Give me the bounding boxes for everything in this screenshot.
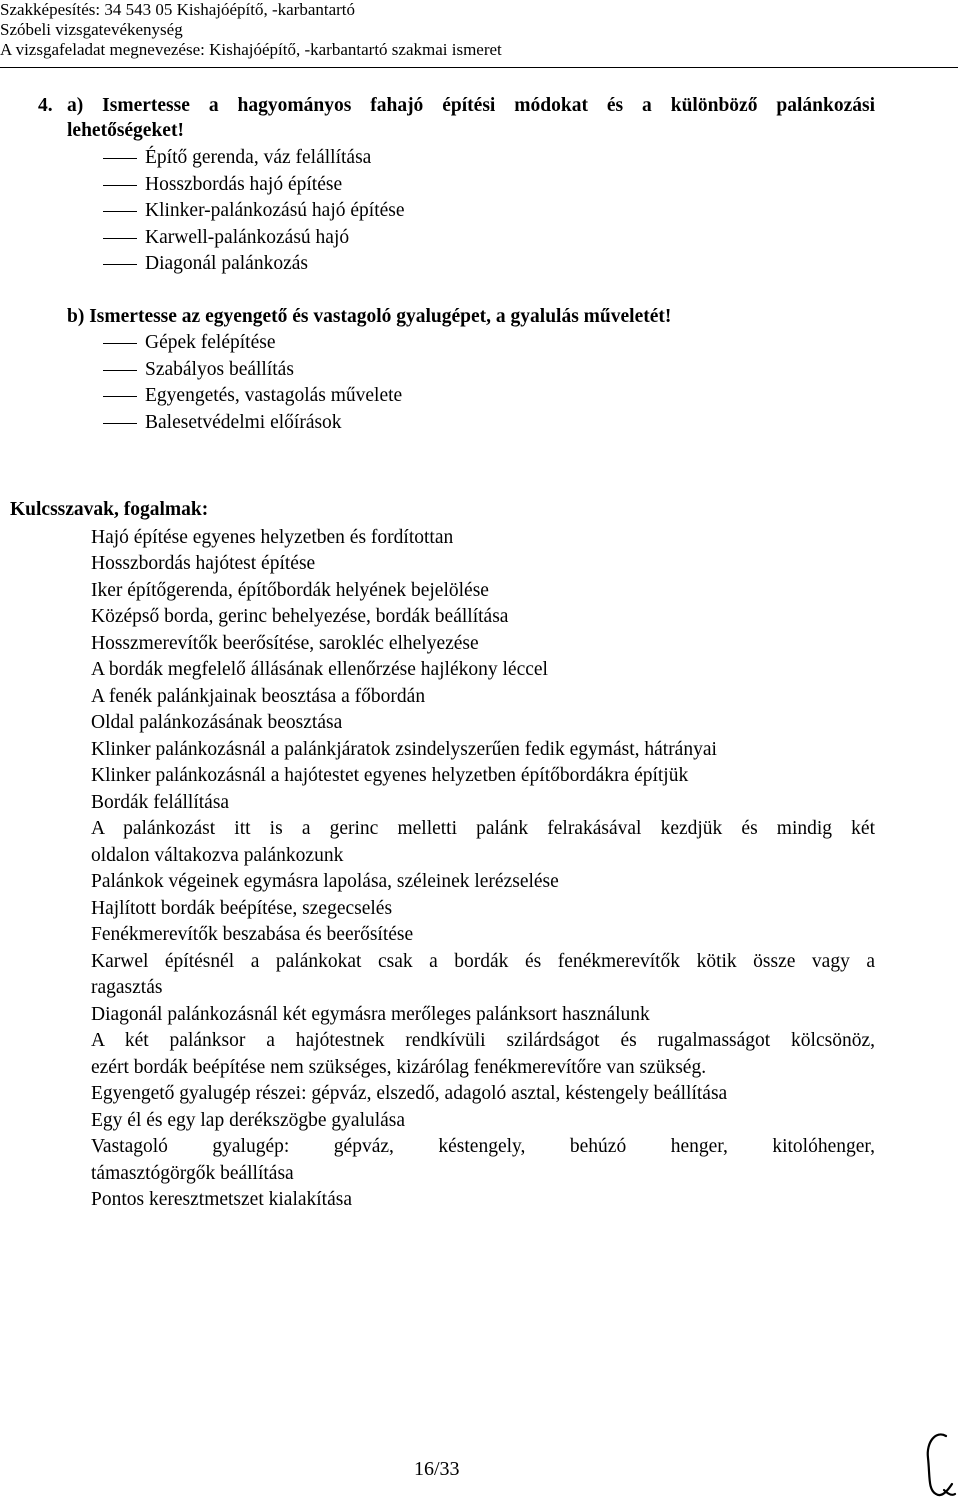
keyword-line: Egy él és egy lap derékszögbe gyalulása <box>91 1110 406 1131</box>
keyword-line: Vastagoló gyalugép: gépváz, késtengely, behúzó henger, kitolóhenger, <box>91 1136 875 1157</box>
page-header <box>0 0 502 60</box>
part-b-item: Egyengetés, vastagolás művelete <box>103 383 402 409</box>
part-b-item: Balesetvédelmi előírások <box>103 410 342 436</box>
keyword-line: Pontos keresztmetszet kialakítása <box>91 1189 353 1210</box>
part-a-item: Karwell-palánkozású hajó <box>103 225 349 251</box>
keyword-line: Bordák felállítása <box>91 792 230 813</box>
keyword-line: ezért bordák beépítése nem szükséges, kizárólag fenékmerevítőre van szükség. <box>91 1057 707 1078</box>
keyword-line: Hajlított bordák beépítése, szegecselés <box>91 898 393 919</box>
keyword-line: Fenékmerevítők beszabása és beerősítése <box>91 924 414 945</box>
dash-bullet <box>103 238 145 239</box>
keyword-line: támasztógörgők beállítása <box>91 1163 294 1184</box>
keyword-line: ragasztás <box>91 977 163 998</box>
question-part-a: a) Ismertesse a hagyományos fahajó építési módokat és a különböző palánkozási <box>67 95 875 116</box>
keyword-line: Középső borda, gerinc behelyezése, bordák beállítása <box>91 606 509 627</box>
header-task-name: A vizsgafeladat megnevezése: Kishajóépítő, -karbantartó szakmai ismeret <box>0 40 502 59</box>
keyword-line: oldalon váltakozva palánkozunk <box>91 845 344 866</box>
part-a-item: Diagonál palánkozás <box>103 251 308 277</box>
question-part-a-cont: lehetőségeket! <box>67 120 184 141</box>
keyword-line: Oldal palánkozásának beosztása <box>91 712 343 733</box>
dash-bullet <box>103 396 145 397</box>
keyword-line: Hosszbordás hajótest építése <box>91 553 316 574</box>
keyword-line: A két palánksor a hajótestnek rendkívüli szilárdságot és rugalmasságot kölcsönöz, <box>91 1030 875 1051</box>
keyword-line: Klinker palánkozásnál a hajótestet egyenes helyzetben építőbordákra építjük <box>91 765 689 786</box>
keyword-line: Karwel építésnél a palánkokat csak a bordák és fenékmerevítők kötik össze vagy a <box>91 951 875 972</box>
keyword-line: Iker építőgerenda, építőbordák helyének bejelölése <box>91 580 489 601</box>
header-exam-activity: Szóbeli vizsgatevékenység <box>0 20 183 39</box>
keywords-heading: Kulcsszavak, fogalmak: <box>10 499 209 520</box>
keyword-line: Diagonál palánkozásnál két egymásra merőleges palánksort használunk <box>91 1004 650 1025</box>
dash-bullet <box>103 343 145 344</box>
header-qualification: Szakképesítés: 34 543 05 Kishajóépítő, -karbantartó <box>0 0 356 19</box>
signature-mark <box>918 1428 958 1500</box>
part-a-item: Építő gerenda, váz felállítása <box>103 145 371 171</box>
keyword-line: Hajó építése egyenes helyzetben és fordítottan <box>91 527 454 548</box>
part-a-item: Klinker-palánkozású hajó építése <box>103 198 405 224</box>
page-number: 16/33 <box>414 1458 460 1480</box>
dash-bullet <box>103 370 145 371</box>
dash-bullet <box>103 211 145 212</box>
header-divider <box>0 67 958 68</box>
keyword-line: A fenék palánkjainak beosztása a főbordán <box>91 686 426 707</box>
part-b-item: Gépek felépítése <box>103 330 275 356</box>
part-a-item: Hosszbordás hajó építése <box>103 172 342 198</box>
keyword-line: Palánkok végeinek egymásra lapolása, széleinek lerézselése <box>91 871 559 892</box>
question-part-b: b) Ismertesse az egyengető és vastagoló gyalugépet, a gyalulás műveletét! <box>67 306 672 327</box>
dash-bullet <box>103 185 145 186</box>
keyword-line: A palánkozást itt is a gerinc melletti palánk felrakásával kezdjük és mindig két <box>91 818 875 839</box>
part-b-item: Szabályos beállítás <box>103 357 294 383</box>
question-number: 4. <box>38 95 53 116</box>
keyword-line: Egyengető gyalugép részei: gépváz, elszedő, adagoló asztal, késtengely beállítása <box>91 1083 728 1104</box>
dash-bullet <box>103 158 145 159</box>
keyword-line: Hosszmerevítők beerősítése, sarokléc elhelyezése <box>91 633 479 654</box>
keyword-line: A bordák megfelelő állásának ellenőrzése hajlékony léccel <box>91 659 548 680</box>
dash-bullet <box>103 264 145 265</box>
keyword-line: Klinker palánkozásnál a palánkjáratok zsindelyszerűen fedik egymást, hátrányai <box>91 739 717 760</box>
dash-bullet <box>103 423 145 424</box>
